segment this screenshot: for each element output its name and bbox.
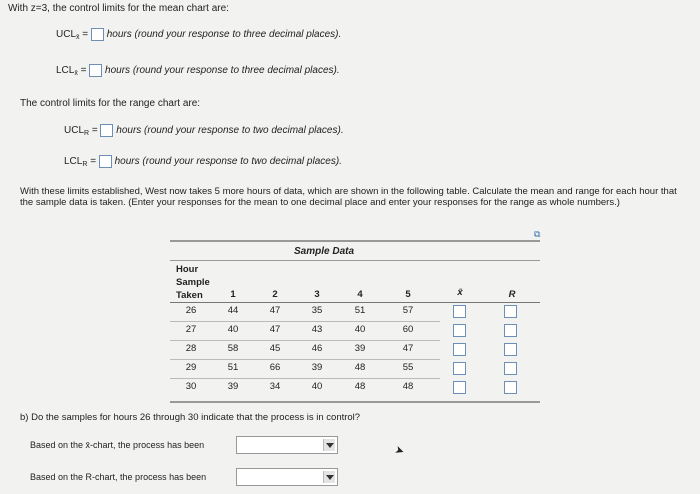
range-column-header: R [508, 289, 516, 300]
lcl-xbar-input[interactable] [89, 64, 102, 77]
xbar-answer-input[interactable] [453, 343, 466, 356]
sample-cell: 39 [354, 343, 366, 354]
sample-cell: 47 [269, 324, 281, 335]
equals-sign: = [90, 156, 97, 168]
sample-cell: 43 [311, 324, 323, 335]
row-header-line3: Taken [176, 290, 203, 301]
ucl-r-input[interactable] [100, 124, 113, 137]
ucl-xbar-subscript: x̄ [76, 34, 80, 42]
sample-cell: 60 [402, 324, 414, 335]
r-prompt: Based on the R-chart, the process has been [30, 472, 207, 482]
xbar-answer-input[interactable] [453, 305, 466, 318]
table-top-rule [170, 240, 540, 242]
copy-icon[interactable]: ⧉ [534, 229, 541, 239]
lcl-xbar-label: LCL [56, 65, 75, 77]
range-answer-input[interactable] [504, 381, 517, 394]
sample-cell: 51 [354, 305, 366, 316]
column-header-4: 4 [357, 289, 363, 300]
sample-cell: 39 [311, 362, 323, 373]
range-answer-input[interactable] [504, 362, 517, 375]
ucl-xbar-label: UCL [56, 29, 77, 41]
row-divider [170, 378, 440, 379]
part-b-question: b) Do the samples for hours 26 through 30 indicate that the process is in control? [20, 412, 361, 423]
sample-cell: 57 [402, 305, 414, 316]
xbar-column-header: x̄ [457, 287, 463, 298]
sample-cell: 48 [354, 381, 366, 392]
table-title: Sample Data [294, 246, 355, 257]
sample-cell: 45 [269, 343, 281, 354]
lcl-r-label: LCL [64, 156, 83, 168]
sample-cell: 39 [227, 381, 239, 392]
ucl-xbar-input[interactable] [91, 28, 104, 41]
column-header-2: 2 [272, 289, 278, 300]
range-answer-input[interactable] [504, 324, 517, 337]
mean-chart-intro: With z=3, the control limits for the mean chart are: [8, 3, 229, 14]
column-header-1: 1 [230, 289, 236, 300]
lcl-r-hint: hours (round your response to two decimal places). [114, 156, 342, 168]
ucl-r-hint: hours (round your response to two decimal places). [116, 125, 344, 137]
equals-sign: = [80, 65, 87, 77]
lcl-r-subscript: R [82, 161, 88, 169]
lcl-xbar-subscript: x̄ [74, 70, 78, 78]
xbar-answer-input[interactable] [453, 324, 466, 337]
sample-cell: 46 [311, 343, 323, 354]
sample-cell: 40 [311, 381, 323, 392]
lcl-xbar-row [56, 64, 340, 77]
sample-cell: 40 [354, 324, 366, 335]
hour-cell: 26 [185, 305, 197, 316]
sample-cell: 40 [227, 324, 239, 335]
ucl-r-subscript: R [84, 130, 90, 138]
ucl-xbar-hint: hours (round your response to three decimal places). [106, 29, 342, 41]
lcl-r-row [64, 155, 342, 168]
lcl-r-input[interactable] [99, 155, 112, 168]
sample-cell: 66 [269, 362, 281, 373]
chevron-down-icon [323, 439, 335, 451]
sample-cell: 48 [402, 381, 414, 392]
ucl-r-label: UCL [64, 125, 85, 137]
column-header-5: 5 [405, 289, 411, 300]
equals-sign: = [82, 29, 89, 41]
sample-cell: 51 [227, 362, 239, 373]
row-header-line2: Sample [176, 277, 210, 288]
instructions: With these limits established, West now takes 5 more hours of data, which are shown in the following table. Calculate the mean and range for each hour that the sample data is taken. (Enter your responses for the mean to one decimal place and enter your responses for the range as whole numbers.) [20, 186, 677, 208]
row-divider [170, 359, 440, 360]
xbar-prompt: Based on the x̄-chart, the process has been [30, 440, 205, 450]
hour-cell: 29 [185, 362, 197, 373]
table-bottom-rule [170, 401, 540, 403]
table-title-rule [170, 260, 540, 261]
sample-cell: 55 [402, 362, 414, 373]
sample-cell: 34 [269, 381, 281, 392]
range-answer-input[interactable] [504, 305, 517, 318]
xbar-answer-input[interactable] [453, 362, 466, 375]
row-header [176, 263, 210, 302]
column-header-3: 3 [314, 289, 320, 300]
xbar-process-select[interactable] [236, 436, 338, 454]
ucl-xbar-row [56, 28, 341, 41]
hour-cell: 30 [185, 381, 197, 392]
row-header-line1: Hour [176, 264, 199, 275]
sample-cell: 47 [402, 343, 414, 354]
range-chart-intro: The control limits for the range chart are: [20, 98, 201, 109]
mouse-cursor-icon: ➤ [393, 443, 406, 459]
sample-cell: 35 [311, 305, 323, 316]
lcl-xbar-hint: hours (round your response to three decimal places). [105, 65, 340, 77]
sample-cell: 44 [227, 305, 239, 316]
ucl-r-row [64, 124, 344, 137]
hour-cell: 28 [185, 343, 197, 354]
row-divider [170, 340, 440, 341]
sample-cell: 48 [354, 362, 366, 373]
r-process-select[interactable] [236, 468, 338, 486]
header-rule [170, 302, 540, 303]
equals-sign: = [91, 125, 98, 137]
chevron-down-icon [323, 471, 335, 483]
range-answer-input[interactable] [504, 343, 517, 356]
hour-cell: 27 [185, 324, 197, 335]
sample-cell: 47 [269, 305, 281, 316]
xbar-answer-input[interactable] [453, 381, 466, 394]
sample-cell: 58 [227, 343, 239, 354]
row-divider [170, 321, 440, 322]
